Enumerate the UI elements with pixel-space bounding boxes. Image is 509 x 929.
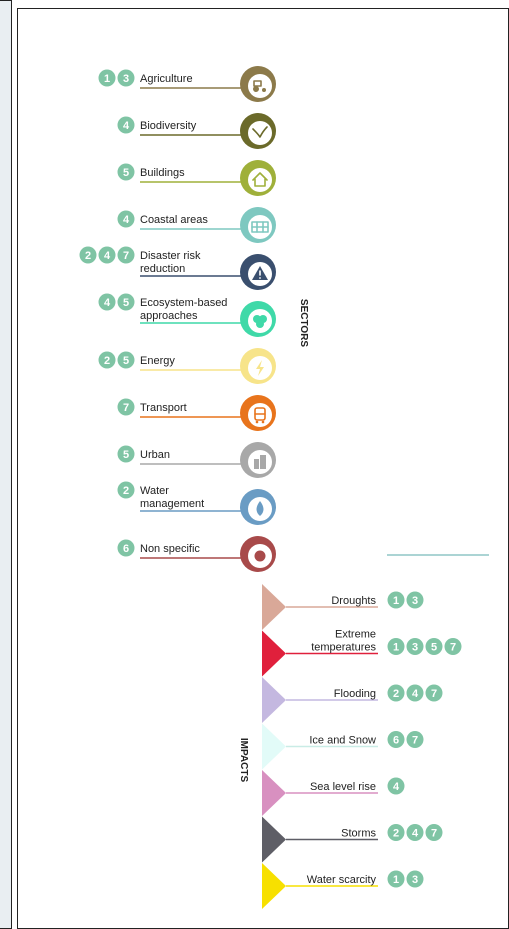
impact-extreme-temperatures-badge: [426, 638, 443, 655]
impact-ice-and-snow-triangle: [262, 724, 286, 770]
sector-buildings-label: Buildings: [140, 167, 185, 179]
impact-droughts-triangle: [262, 584, 286, 630]
impact-storms-label: Storms: [341, 827, 376, 840]
sector-non-specific: [118, 536, 277, 572]
sector-disaster-risk-reduction-badge-number: 7: [122, 250, 130, 262]
sector-disaster-risk-reduction-badge: [99, 247, 116, 264]
sector-coastal-areas-badge: [118, 211, 135, 228]
sector-energy-badge-number: 5: [122, 355, 130, 367]
sector-disaster-risk-reduction-badge-number: 4: [103, 250, 111, 262]
sector-energy: [99, 348, 277, 384]
sector-ecosystem-based-approaches-badge-number: 5: [122, 297, 130, 309]
sector-disaster-risk-reduction: [80, 247, 277, 291]
sector-disaster-risk-reduction-label: Disaster risk reduction: [140, 250, 201, 275]
sector-transport-node-center: [248, 403, 272, 427]
impact-storms-badge: [407, 824, 424, 841]
impact-ice-and-snow-badge: [407, 731, 424, 748]
impact-flooding: [262, 677, 443, 723]
sector-agriculture-badge-number: 3: [122, 73, 130, 85]
sector-non-specific-label: Non specific: [140, 543, 200, 555]
impact-water-scarcity: [262, 863, 424, 909]
sector-disaster-risk-reduction-badge-number: 2: [84, 250, 92, 262]
impact-flooding-badge-number: 7: [430, 688, 438, 700]
impact-water-scarcity-badge: [388, 871, 405, 888]
impact-ice-and-snow-badge-number: 6: [392, 734, 400, 747]
impact-flooding-triangle: [262, 677, 286, 723]
sector-urban-badge-number: 5: [122, 449, 130, 461]
sector-urban-label: Urban: [140, 449, 170, 461]
sector-biodiversity-node-center: [248, 121, 272, 145]
sector-energy-badge: [118, 352, 135, 369]
impact-storms-badge-number: 2: [392, 827, 400, 840]
impact-ice-and-snow-label: Ice and Snow: [309, 734, 376, 747]
impact-storms: [262, 817, 443, 863]
impact-flooding-badge: [407, 685, 424, 702]
sector-ecosystem-based-approaches-badge-number: 4: [103, 297, 111, 309]
impact-extreme-temperatures-badge-number: 3: [411, 641, 419, 654]
sector-non-specific-badge-number: 6: [122, 543, 130, 555]
impact-storms-badge: [426, 824, 443, 841]
sector-agriculture-badge: [118, 70, 135, 87]
sector-energy-badge-number: 2: [103, 355, 111, 367]
impact-extreme-temperatures-badge-number: 1: [392, 641, 400, 654]
impact-layer: [262, 584, 462, 909]
impact-droughts-badge: [407, 592, 424, 609]
sector-buildings: [118, 160, 277, 196]
sector-water-management-badge-number: 2: [122, 485, 130, 497]
sectors-title: SECTORS: [298, 298, 309, 348]
impact-water-scarcity-badge: [407, 871, 424, 888]
sector-disaster-risk-reduction-badge: [80, 247, 97, 264]
sector-agriculture-badge-number: 1: [103, 73, 111, 85]
impacts-title: IMPACTS: [238, 737, 249, 783]
sector-energy-badge: [99, 352, 116, 369]
impact-ice-and-snow-badge: [388, 731, 405, 748]
sector-urban: [118, 442, 277, 478]
sector-coastal-areas: [118, 207, 277, 243]
sector-disaster-risk-reduction-badge: [118, 247, 135, 264]
impact-droughts-badge-number: 3: [411, 595, 419, 607]
sector-ecosystem-based-approaches-badge: [118, 294, 135, 311]
sector-water-management-badge: [118, 482, 135, 499]
sector-biodiversity: [118, 113, 277, 149]
sector-transport-badge-number: 7: [122, 402, 130, 414]
sector-coastal-areas-badge-number: 4: [122, 214, 130, 226]
sector-layer: [80, 66, 277, 572]
impact-droughts: [262, 584, 424, 630]
sector-transport: [118, 395, 277, 431]
impact-ice-and-snow: [262, 724, 424, 770]
sector-biodiversity-badge: [118, 117, 135, 134]
sector-agriculture-badge: [99, 70, 116, 87]
sector-transport-label: Transport: [140, 402, 187, 414]
sector-biodiversity-label: Biodiversity: [140, 120, 197, 132]
sector-energy-label: Energy: [140, 355, 175, 367]
sector-coastal-areas-label: Coastal areas: [140, 214, 208, 226]
sector-ecosystem-based-approaches-badge: [99, 294, 116, 311]
impact-extreme-temperatures-badge: [445, 638, 462, 655]
impact-water-scarcity-label: Water scarcity: [306, 874, 376, 886]
impact-extreme-temperatures-label: Extreme temperatures: [311, 628, 376, 654]
impact-flooding-badge: [426, 685, 443, 702]
impact-flooding-badge: [388, 685, 405, 702]
sector-buildings-node-center: [248, 168, 272, 192]
impact-sea-level-rise-badge-number: 4: [392, 781, 400, 793]
impact-extreme-temperatures-badge-number: 7: [449, 641, 457, 654]
impact-sea-level-rise: [262, 770, 405, 816]
impact-sea-level-rise-label: Sea level rise: [309, 781, 376, 793]
impact-water-scarcity-badge-number: 1: [392, 874, 400, 886]
impact-flooding-badge-number: 4: [411, 688, 419, 700]
impact-flooding-label: Flooding: [333, 688, 376, 700]
sector-agriculture: [99, 66, 277, 102]
impact-droughts-badge: [388, 592, 405, 609]
sector-urban-badge: [118, 446, 135, 463]
sector-biodiversity-badge-number: 4: [122, 120, 130, 132]
impact-droughts-badge-number: 1: [392, 595, 400, 607]
sector-ecosystem-based-approaches-label: Ecosystem-based approaches: [140, 297, 228, 322]
impact-droughts-label: Droughts: [331, 595, 376, 607]
sector-buildings-badge-number: 5: [122, 167, 130, 179]
impact-storms-triangle: [262, 817, 286, 863]
impact-storms-badge: [388, 824, 405, 841]
sector-water-management: [118, 482, 277, 526]
impact-sea-level-rise-badge: [388, 778, 405, 795]
impact-extreme-temperatures-badge-number: 5: [430, 641, 438, 654]
impact-extreme-temperatures: [262, 629, 462, 677]
sector-ecosystem-based-approaches: [99, 294, 277, 338]
impact-ice-and-snow-badge-number: 7: [411, 734, 419, 747]
dot-icon: [255, 551, 266, 562]
sector-agriculture-label: Agriculture: [140, 73, 193, 85]
sector-buildings-badge: [118, 164, 135, 181]
impact-water-scarcity-badge-number: 3: [411, 874, 419, 886]
impact-flooding-badge-number: 2: [392, 688, 400, 700]
impact-extreme-temperatures-triangle: [262, 631, 286, 677]
impact-extreme-temperatures-badge: [388, 638, 405, 655]
impact-sea-level-rise-triangle: [262, 770, 286, 816]
impact-water-scarcity-triangle: [262, 863, 286, 909]
sector-non-specific-badge: [118, 540, 135, 557]
impact-storms-badge-number: 7: [430, 827, 438, 840]
sector-transport-badge: [118, 399, 135, 416]
impact-storms-badge-number: 4: [411, 827, 419, 840]
impact-extreme-temperatures-badge: [407, 638, 424, 655]
sector-water-management-label: Water management: [140, 485, 205, 510]
